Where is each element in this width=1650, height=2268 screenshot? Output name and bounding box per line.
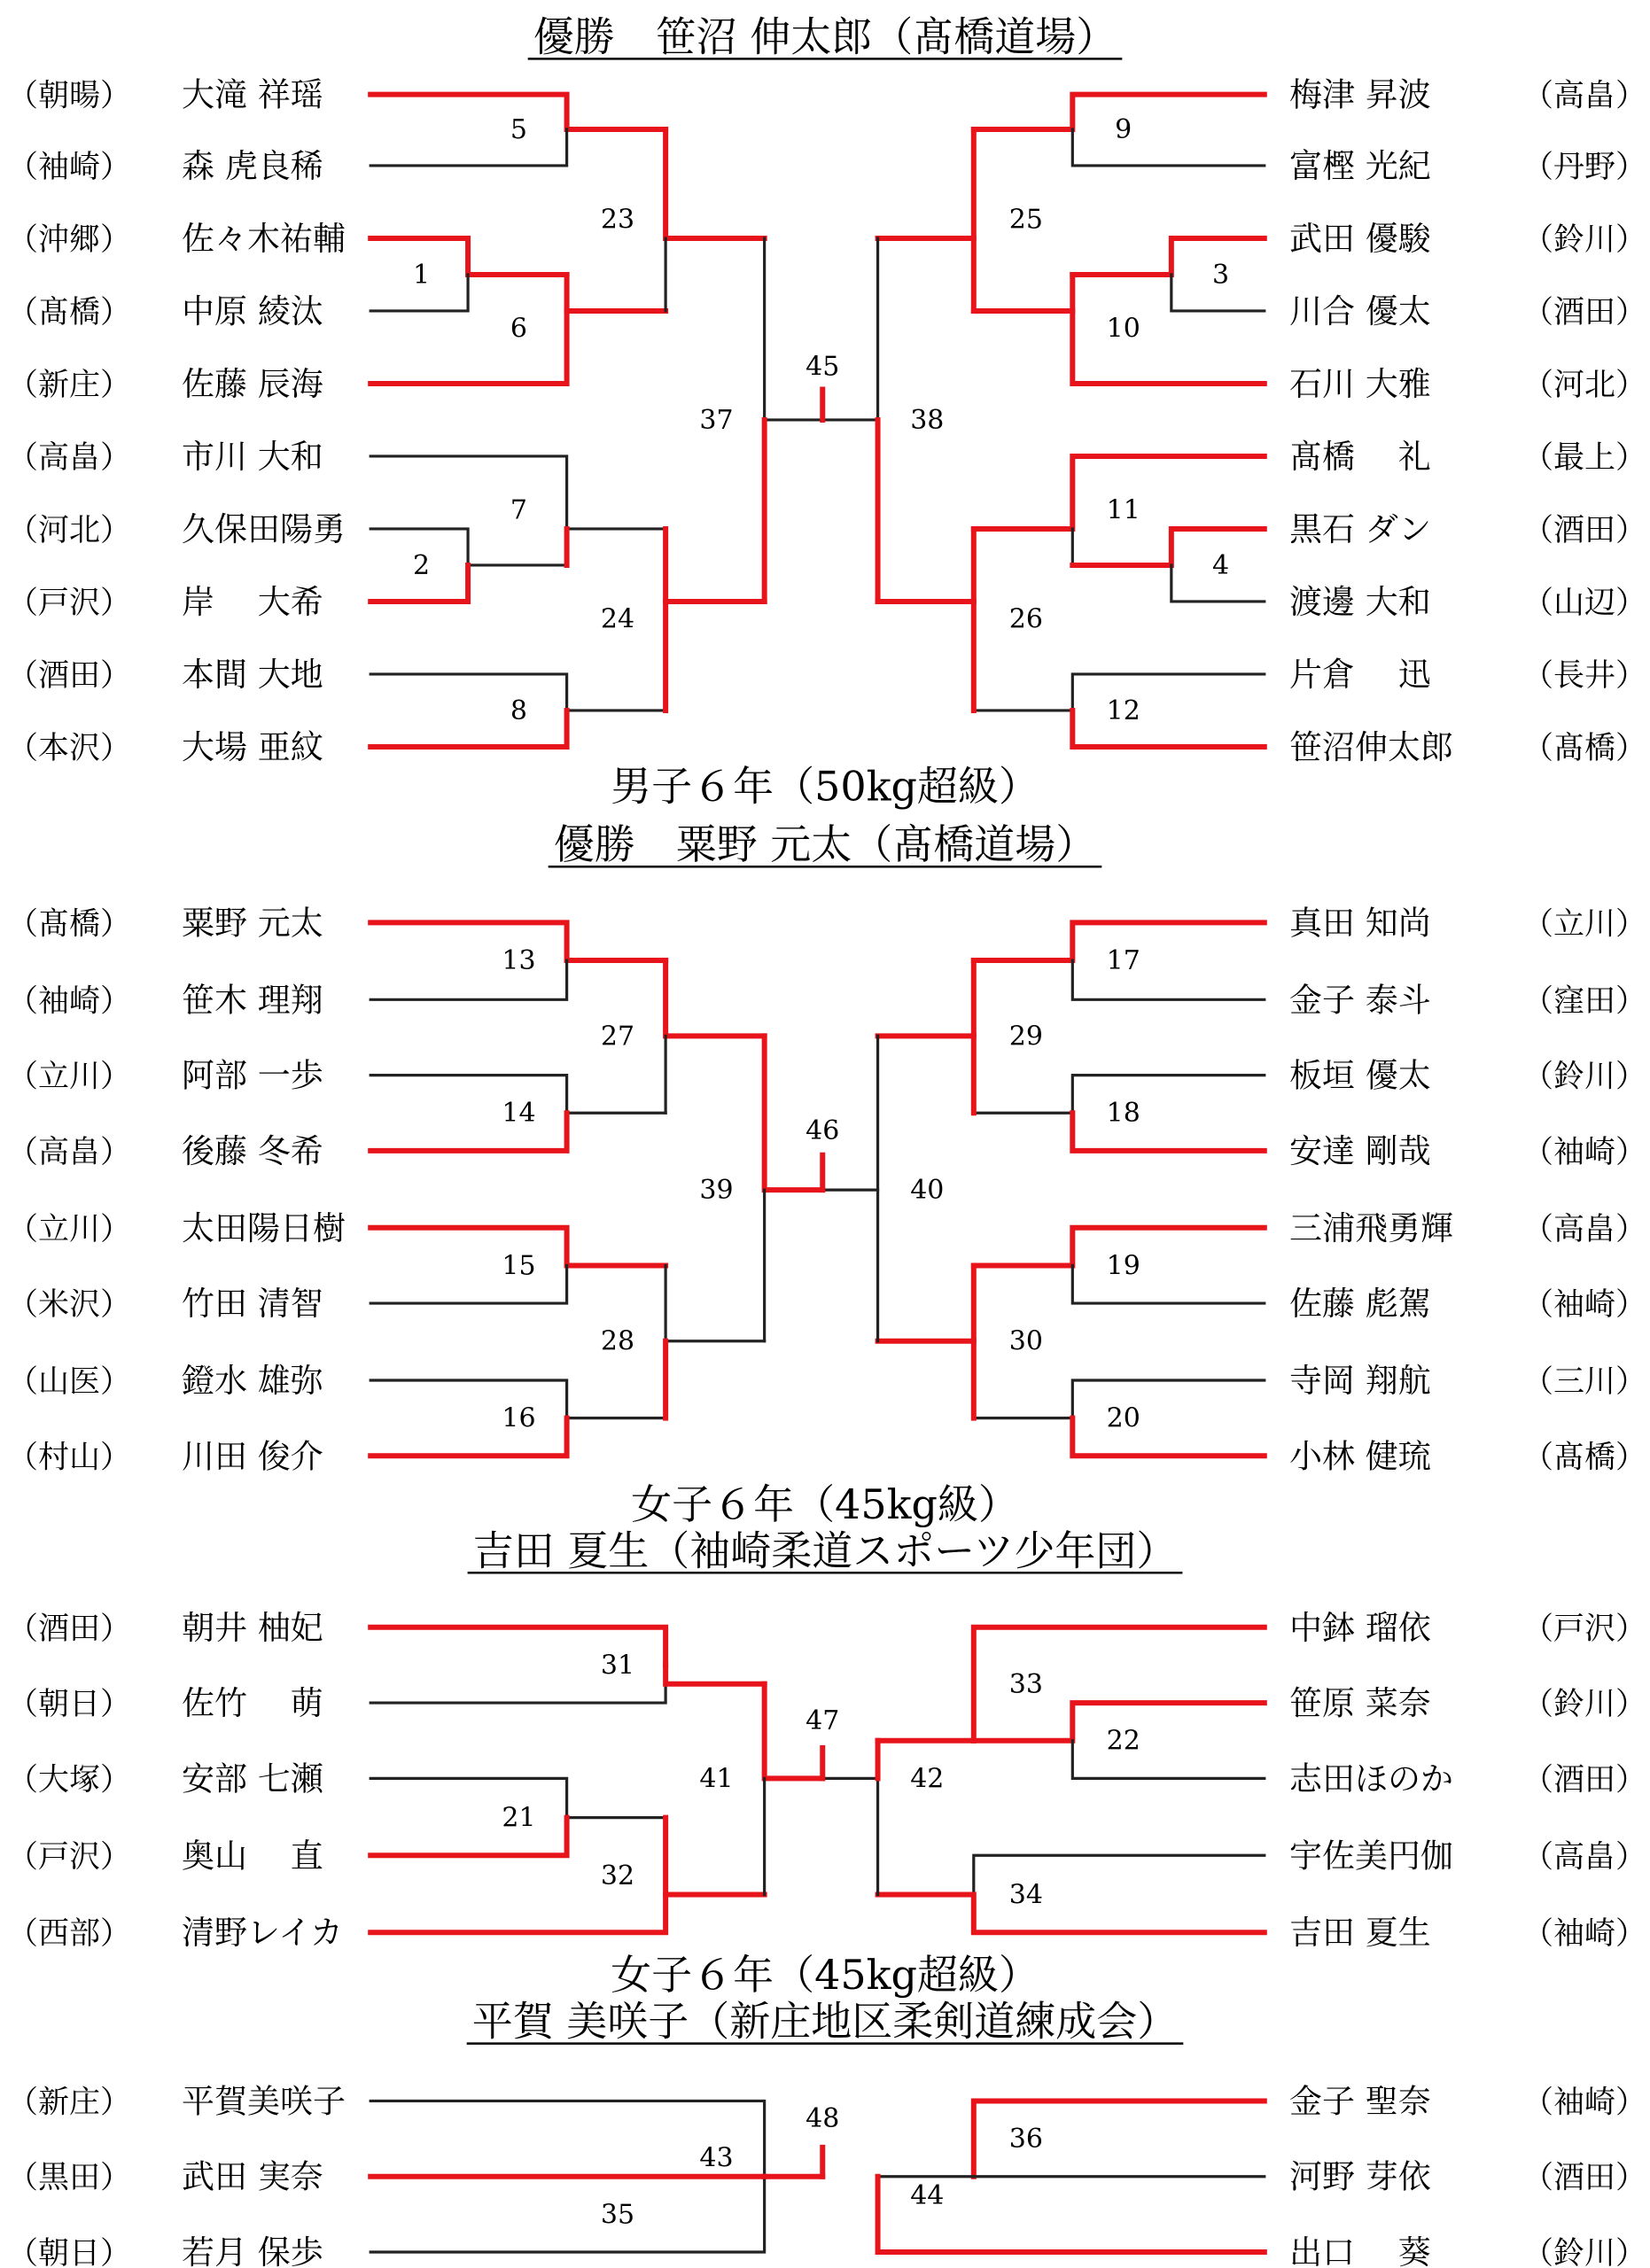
left-entry xyxy=(7,76,323,114)
athlete-name: 河野 芽依 xyxy=(1289,2157,1431,2196)
athlete-name: 大場 亜紋 xyxy=(182,727,323,766)
athlete-name: 大滝 祥瑶 xyxy=(182,75,323,114)
left-entry xyxy=(7,365,323,403)
match-number: 42 xyxy=(910,1763,945,1795)
club-label: （河北） xyxy=(7,512,132,548)
club-label: （本沢） xyxy=(7,730,132,766)
club-label: （酒田） xyxy=(1522,294,1647,330)
match-number: 26 xyxy=(1008,603,1043,635)
athlete-name: 笹木 理翔 xyxy=(182,981,323,1020)
athlete-name: 石川 大雅 xyxy=(1289,364,1431,403)
athlete-name: 渡邊 大和 xyxy=(1289,582,1431,621)
champion-title: 優勝 粟野 元太（髙橋道場） xyxy=(553,820,1097,869)
club-label: （鈴川） xyxy=(1522,221,1647,258)
champion-title: 吉田 夏生（袖崎柔道スポーツ少年団） xyxy=(472,1526,1178,1575)
match-number: 29 xyxy=(1008,1021,1043,1052)
bracket-line xyxy=(822,1778,877,1894)
athlete-name: 宇佐美円伽 xyxy=(1289,1837,1453,1876)
athlete-name: 武田 実奈 xyxy=(182,2157,323,2196)
athlete-name: 武田 優駿 xyxy=(1289,219,1431,258)
club-label: （鈴川） xyxy=(1522,1059,1647,1095)
match-number: 2 xyxy=(413,549,431,581)
winner-path-line xyxy=(370,1418,566,1456)
winner-path-line xyxy=(1072,529,1264,565)
match-number: 33 xyxy=(1008,1668,1043,1700)
club-label: （袖崎） xyxy=(1522,1916,1647,1953)
left-entry xyxy=(7,510,346,548)
match-number: 31 xyxy=(600,1650,635,1682)
athlete-name: 若月 保歩 xyxy=(182,2233,323,2268)
athlete-name: 髙橋 礼 xyxy=(1289,437,1431,476)
left-entry xyxy=(7,438,323,476)
match-number: 13 xyxy=(502,945,536,977)
left-entry xyxy=(7,1437,323,1475)
athlete-name: 富樫 光紀 xyxy=(1289,146,1431,185)
right-entry xyxy=(1289,1759,1646,1798)
left-entry xyxy=(7,1914,343,1952)
athlete-name: 金子 聖奈 xyxy=(1289,2082,1431,2121)
winner-path-line xyxy=(1072,311,1264,384)
right-entry xyxy=(1289,1132,1646,1170)
athlete-name: 川合 優太 xyxy=(1289,291,1431,330)
club-label: （鈴川） xyxy=(1522,1687,1647,1723)
right-entry xyxy=(1289,510,1646,548)
athlete-name: 奥山 直 xyxy=(182,1837,323,1876)
match-number: 38 xyxy=(910,404,945,436)
left-entry xyxy=(7,2158,323,2196)
bracket-3 xyxy=(7,1480,1646,1952)
club-label: （村山） xyxy=(7,1440,132,1476)
club-label: （高畠） xyxy=(1522,1839,1647,1876)
club-label: （高畠） xyxy=(7,1134,132,1170)
right-entry xyxy=(1289,220,1646,258)
club-label: （髙橋） xyxy=(7,906,132,943)
bracket-line xyxy=(370,2177,764,2252)
club-label: （立川） xyxy=(7,1059,132,1095)
athlete-name: 真田 知尚 xyxy=(1289,904,1431,943)
athlete-name: 出口 葵 xyxy=(1289,2233,1431,2268)
bracket-line xyxy=(1072,129,1264,166)
left-entry xyxy=(7,1209,346,1247)
match-number: 8 xyxy=(510,695,528,726)
athlete-name: 清野レイカ xyxy=(182,1914,344,1953)
club-label: （酒田） xyxy=(1522,1762,1647,1798)
athlete-name: 金子 泰斗 xyxy=(1289,981,1431,1020)
athlete-name: 吉田 夏生 xyxy=(1289,1914,1431,1953)
athlete-name: 安達 剛哉 xyxy=(1289,1131,1431,1170)
club-label: （髙橋） xyxy=(7,294,132,330)
winner-path-line xyxy=(370,1113,566,1151)
club-label: （袖崎） xyxy=(1522,1287,1647,1324)
bracket-line xyxy=(370,129,566,166)
champion-title: 優勝 笹沼 伸太郎（髙橋道場） xyxy=(533,12,1117,61)
bracket-line xyxy=(370,1265,566,1303)
athlete-name: 粟野 元太 xyxy=(182,904,323,943)
match-number: 30 xyxy=(1008,1325,1043,1357)
left-entry xyxy=(7,147,323,185)
club-label: （髙橋） xyxy=(1522,730,1647,766)
athlete-name: 三浦飛勇輝 xyxy=(1289,1208,1453,1247)
bracket-line xyxy=(370,960,566,999)
athlete-name: 朝井 柚妃 xyxy=(182,1608,323,1647)
club-label: （立川） xyxy=(7,1211,132,1247)
right-entry xyxy=(1289,1057,1646,1095)
division-title: 女子６年（45kg超級） xyxy=(611,1951,1039,2000)
right-entry xyxy=(1289,1285,1646,1323)
club-label: （窪田） xyxy=(1522,983,1647,1020)
right-entry xyxy=(1289,904,1646,942)
left-entry xyxy=(7,1285,323,1323)
club-label: （酒田） xyxy=(1522,512,1647,548)
match-number: 16 xyxy=(502,1402,536,1434)
athlete-name: 川田 俊介 xyxy=(182,1437,323,1476)
winner-path-line xyxy=(974,275,1073,311)
winner-path-line xyxy=(370,238,566,275)
left-entry xyxy=(7,904,323,942)
left-entry xyxy=(7,1362,324,1400)
winner-path-line xyxy=(878,529,974,602)
athlete-name: 森 虎良稀 xyxy=(182,146,323,185)
athlete-name: 梅津 昇波 xyxy=(1289,75,1431,114)
match-number: 21 xyxy=(502,1802,536,1834)
club-label: （朝日） xyxy=(7,1687,132,1723)
club-label: （髙橋） xyxy=(1522,1440,1647,1476)
bracket-line xyxy=(822,238,877,420)
right-entry xyxy=(1289,438,1646,476)
club-label: （丹野） xyxy=(1522,149,1647,185)
match-number: 39 xyxy=(699,1175,734,1207)
right-entry xyxy=(1289,1437,1646,1475)
match-number: 10 xyxy=(1106,313,1140,345)
left-entry xyxy=(7,220,346,258)
bracket-2 xyxy=(7,763,1646,1476)
match-number: 37 xyxy=(699,404,734,436)
athlete-name: 笹沼伸太郎 xyxy=(1289,727,1453,766)
match-number: 7 xyxy=(510,494,528,526)
winner-path-line xyxy=(665,960,765,1036)
club-label: （酒田） xyxy=(1522,2160,1647,2196)
winner-path-line xyxy=(878,1265,974,1340)
club-label: （朝日） xyxy=(7,2236,132,2268)
match-number: 15 xyxy=(502,1250,536,1282)
winner-path-line xyxy=(370,1818,566,1856)
club-label: （三川） xyxy=(1522,1364,1647,1400)
club-label: （袖崎） xyxy=(7,983,132,1020)
match-number: 46 xyxy=(806,1115,840,1146)
right-entry xyxy=(1289,1837,1646,1875)
match-number: 36 xyxy=(1008,2124,1043,2155)
left-entry xyxy=(7,1684,323,1722)
match-number: 34 xyxy=(1008,1879,1043,1911)
match-number: 40 xyxy=(910,1175,945,1207)
left-entry xyxy=(7,2082,346,2120)
match-number: 11 xyxy=(1106,494,1140,526)
athlete-name: 板垣 優太 xyxy=(1289,1056,1431,1095)
club-label: （黒田） xyxy=(7,2160,132,2196)
match-number: 19 xyxy=(1106,1250,1140,1282)
athlete-name: 黒石 ダン xyxy=(1289,509,1432,548)
left-entry xyxy=(7,292,323,330)
club-label: （立川） xyxy=(1522,906,1647,943)
left-entry xyxy=(7,1837,323,1875)
left-entry xyxy=(7,1759,324,1798)
club-label: （戸沢） xyxy=(1522,1611,1647,1647)
match-number: 4 xyxy=(1212,549,1230,581)
club-label: （高畠） xyxy=(1522,78,1647,114)
club-label: （鈴川） xyxy=(1522,2236,1647,2268)
club-label: （山医） xyxy=(7,1364,132,1400)
right-entry xyxy=(1289,2233,1646,2268)
right-entry xyxy=(1289,656,1646,694)
athlete-name: 佐々木祐輔 xyxy=(182,219,346,258)
winner-path-line xyxy=(878,129,974,238)
club-label: （新庄） xyxy=(7,2085,132,2121)
right-entry xyxy=(1289,2082,1646,2120)
athlete-name: 中鉢 瑠依 xyxy=(1289,1608,1431,1647)
match-number: 43 xyxy=(699,2142,734,2174)
athlete-name: 佐竹 萌 xyxy=(182,1684,323,1723)
right-entry xyxy=(1289,1362,1646,1400)
bracket-line xyxy=(822,1036,877,1190)
match-number: 28 xyxy=(600,1325,635,1357)
right-entry xyxy=(1289,365,1646,403)
left-entry xyxy=(7,728,323,766)
athlete-name: 笹原 菜奈 xyxy=(1289,1684,1431,1723)
division-title: 男子６年（50kg超級） xyxy=(611,762,1039,811)
right-entry xyxy=(1289,147,1646,185)
club-label: （最上） xyxy=(1522,439,1647,476)
right-entry xyxy=(1289,583,1646,621)
athlete-name: 本間 大地 xyxy=(182,655,323,694)
athlete-name: 志田ほのか xyxy=(1289,1759,1453,1798)
match-number: 35 xyxy=(600,2199,635,2231)
club-label: （大塚） xyxy=(7,1762,132,1798)
left-entry xyxy=(7,981,323,1019)
right-entry xyxy=(1289,2158,1646,2196)
winner-path-line xyxy=(665,129,765,238)
athlete-name: 佐藤 辰海 xyxy=(182,364,323,403)
bracket-line xyxy=(765,238,823,420)
club-label: （高畠） xyxy=(1522,1211,1647,1247)
left-entry xyxy=(7,2233,323,2268)
club-label: （戸沢） xyxy=(7,585,132,621)
athlete-name: 久保田陽勇 xyxy=(182,509,346,548)
match-number: 45 xyxy=(806,351,840,383)
club-label: （酒田） xyxy=(7,657,132,694)
club-label: （沖郷） xyxy=(7,221,132,258)
club-label: （袖崎） xyxy=(1522,2085,1647,2121)
match-number: 24 xyxy=(600,603,635,635)
match-number: 6 xyxy=(510,313,528,345)
match-number: 25 xyxy=(1008,204,1043,236)
champion-title: 平賀 美咲子（新庄地区柔剣道練成会） xyxy=(471,1997,1179,2046)
right-entry xyxy=(1289,1209,1646,1247)
match-number: 9 xyxy=(1115,113,1132,145)
bracket-line xyxy=(665,1265,765,1340)
club-label: （朝暘） xyxy=(7,78,132,114)
match-number: 18 xyxy=(1106,1098,1140,1130)
match-number: 5 xyxy=(510,113,528,145)
bracket-1 xyxy=(7,12,1646,766)
athlete-name: 小林 健琉 xyxy=(1289,1437,1431,1476)
winner-path-line xyxy=(1072,1418,1264,1456)
athlete-name: 後藤 冬希 xyxy=(182,1131,323,1170)
division-title: 女子６年（45kg級） xyxy=(631,1480,1019,1528)
left-entry xyxy=(7,1057,323,1095)
match-number: 32 xyxy=(600,1860,635,1892)
club-label: （西部） xyxy=(7,1916,132,1953)
athlete-name: 岸 大希 xyxy=(182,582,323,621)
athlete-name: 竹田 清智 xyxy=(182,1285,323,1324)
right-entry xyxy=(1289,76,1646,114)
bracket-line xyxy=(1072,960,1264,999)
club-label: （袖崎） xyxy=(1522,1134,1647,1170)
club-label: （袖崎） xyxy=(7,149,132,185)
winner-path-line xyxy=(370,311,566,384)
winner-path-line xyxy=(878,960,974,1036)
winner-path-line xyxy=(567,275,666,311)
club-label: （山辺） xyxy=(1522,585,1647,621)
match-number: 20 xyxy=(1106,1402,1140,1434)
match-number: 44 xyxy=(910,2180,945,2212)
athlete-name: 阿部 一歩 xyxy=(182,1056,323,1095)
athlete-name: 寺岡 翔航 xyxy=(1289,1362,1431,1400)
club-label: （長井） xyxy=(1522,657,1647,694)
winner-path-line xyxy=(1072,711,1264,747)
athlete-name: 佐藤 彪駕 xyxy=(1289,1285,1431,1324)
club-label: （新庄） xyxy=(7,367,132,403)
athlete-name: 中原 綾汰 xyxy=(182,291,323,330)
left-entry xyxy=(7,583,323,621)
right-entry xyxy=(1289,728,1646,766)
match-number: 23 xyxy=(600,204,635,236)
athlete-name: 片倉 迅 xyxy=(1289,655,1431,694)
club-label: （酒田） xyxy=(7,1611,132,1647)
winner-path-line xyxy=(1072,1113,1264,1151)
athlete-name: 鐙水 雄弥 xyxy=(182,1362,323,1400)
club-label: （河北） xyxy=(1522,367,1647,403)
bracket-line xyxy=(370,529,566,565)
match-number: 48 xyxy=(806,2103,840,2135)
bracket-line xyxy=(1072,1741,1264,1779)
winner-path-line xyxy=(878,1895,1265,1933)
club-label: （高畠） xyxy=(7,439,132,476)
winner-path-line xyxy=(370,711,566,747)
athlete-name: 市川 大和 xyxy=(182,437,323,476)
right-entry xyxy=(1289,981,1646,1019)
match-number: 27 xyxy=(600,1021,635,1052)
right-entry xyxy=(1289,292,1646,330)
left-entry xyxy=(7,656,323,694)
match-number: 47 xyxy=(806,1705,840,1736)
left-entry xyxy=(7,1609,323,1647)
match-number: 3 xyxy=(1212,259,1230,291)
winner-path-line xyxy=(765,1036,823,1190)
club-label: （戸沢） xyxy=(7,1839,132,1876)
match-number: 17 xyxy=(1106,945,1140,977)
athlete-name: 安部 七瀬 xyxy=(182,1759,323,1798)
match-number: 22 xyxy=(1106,1725,1140,1757)
bracket-line xyxy=(1072,1265,1264,1303)
match-number: 1 xyxy=(413,259,431,291)
left-entry xyxy=(7,1132,323,1170)
club-label: （米沢） xyxy=(7,1287,132,1324)
right-entry xyxy=(1289,1684,1646,1722)
right-entry xyxy=(1289,1609,1646,1647)
athlete-name: 平賀美咲子 xyxy=(182,2082,346,2121)
winner-path-line xyxy=(1072,238,1264,275)
bracket-4 xyxy=(7,1951,1646,2268)
winner-path-line xyxy=(665,529,765,602)
winner-path-line xyxy=(665,1665,765,1683)
match-number: 14 xyxy=(502,1098,536,1130)
match-number: 12 xyxy=(1106,695,1140,726)
match-number: 41 xyxy=(699,1763,734,1795)
right-entry xyxy=(1289,1914,1646,1952)
athlete-name: 太田陽日樹 xyxy=(182,1208,346,1247)
